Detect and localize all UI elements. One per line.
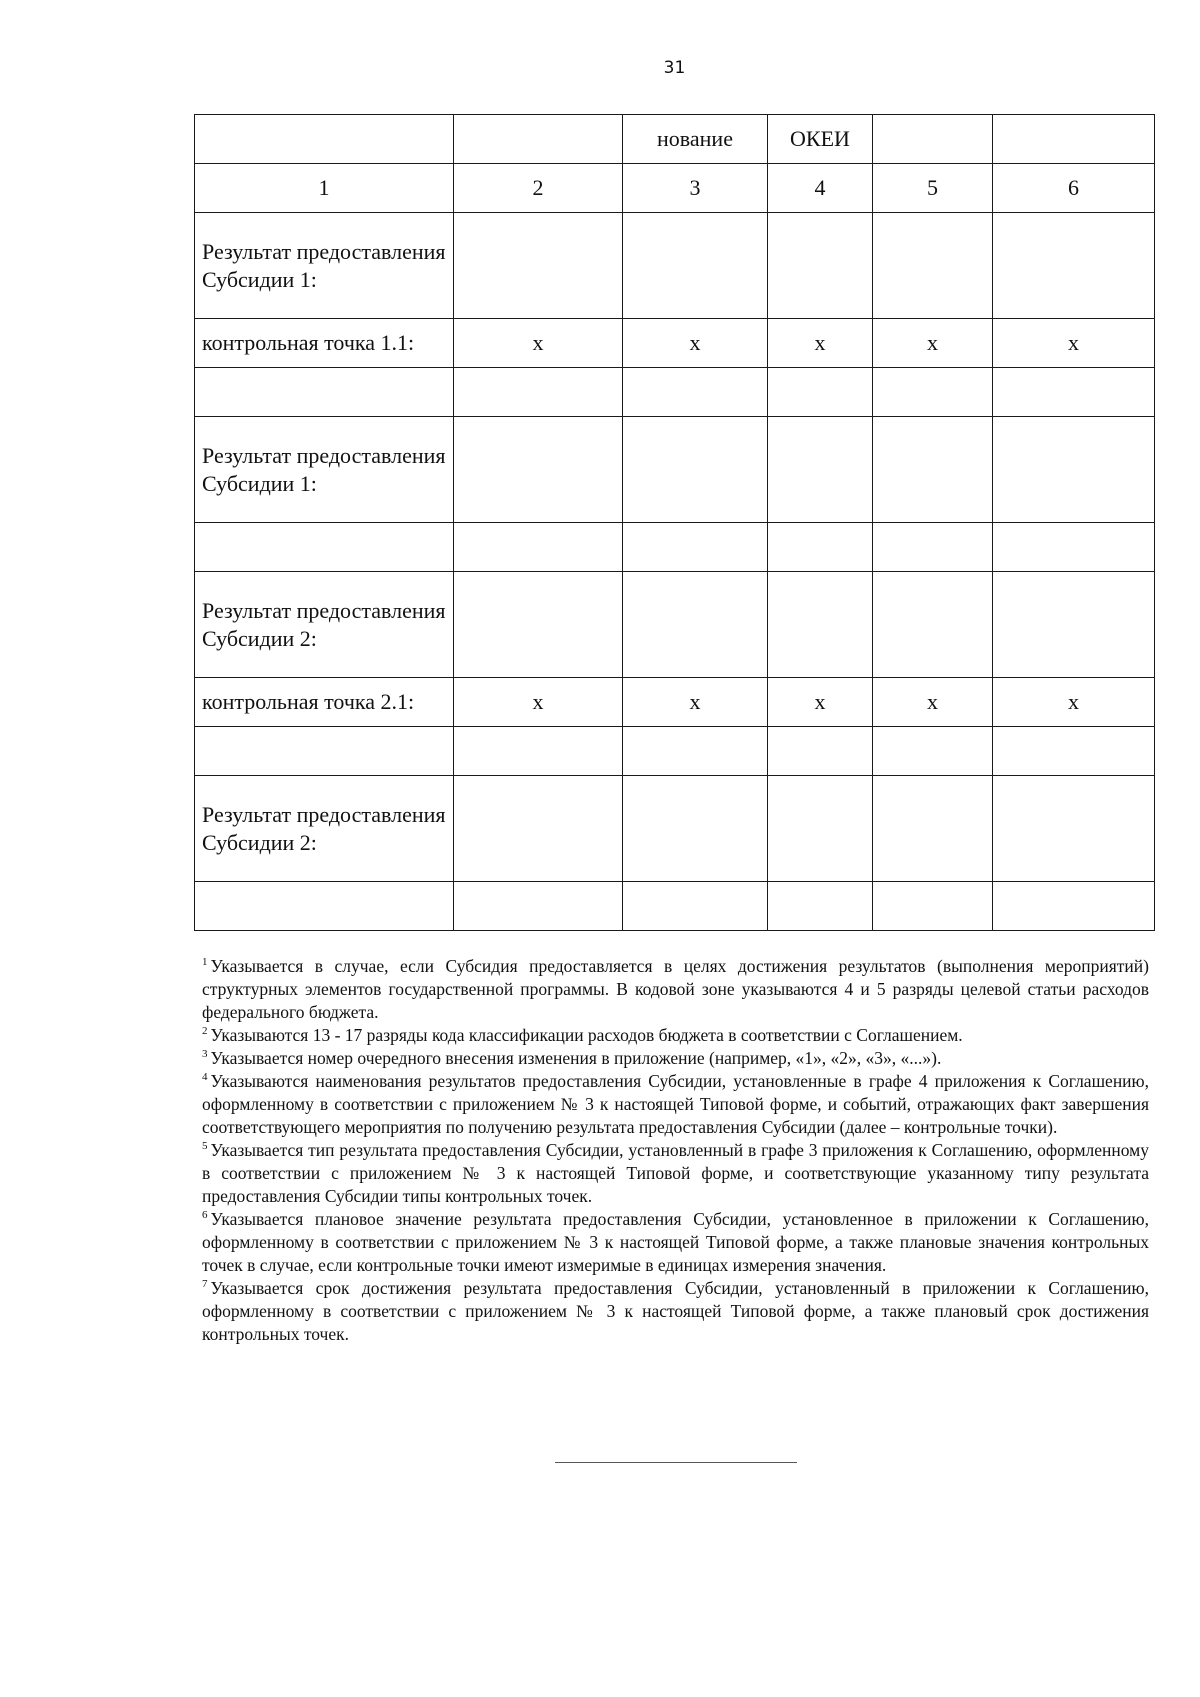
row-label: Результат предоставления Субсидии 2: — [195, 776, 454, 882]
footnote-text: Указываются 13 - 17 разряды кода классификации расходов бюджета в соответствии с Соглашением. — [210, 1025, 963, 1045]
table-cell — [993, 572, 1155, 678]
table-cell — [993, 368, 1155, 417]
footnotes — [202, 955, 1149, 1346]
table-cell: x — [623, 678, 768, 727]
table-row — [195, 727, 1155, 776]
table-cell: x — [873, 678, 993, 727]
table-cell: x — [454, 678, 623, 727]
footnote-text: Указываются наименования результатов предоставления Субсидии, установленные в графе 4 приложения к Соглашению, оформленному в соответствии с приложением № 3 к настоящей Типовой форме, и событий, отражающих факт завершения соответствующего мероприятия по получению результата предоставления Субсидии (далее – контрольные точки). — [202, 1071, 1149, 1137]
row-label: контрольная точка 2.1: — [195, 678, 454, 727]
end-rule — [555, 1462, 797, 1463]
footnote — [202, 955, 1149, 1024]
header-cell — [454, 115, 623, 164]
column-number-row — [195, 164, 1155, 213]
table-cell — [993, 776, 1155, 882]
footnote-mark: 1 — [202, 956, 208, 968]
table-cell — [623, 213, 768, 319]
footnote — [202, 1024, 1149, 1047]
table-cell: x — [993, 678, 1155, 727]
header-cell — [873, 115, 993, 164]
table-row — [195, 319, 1155, 368]
column-number-cell: 1 — [195, 164, 454, 213]
footnote-text: Указывается плановое значение результата предоставления Субсидии, установленное в приложении к Соглашению, оформленному в соответствии с приложением № 3 к настоящей Типовой форме, а также плановые значения контрольных точек в случае, если контрольные точки имеют измеримые в единицах измерения значения. — [202, 1209, 1149, 1275]
column-number-cell: 3 — [623, 164, 768, 213]
column-number-cell: 5 — [873, 164, 993, 213]
page-number: 31 — [663, 58, 686, 78]
table-cell: x — [623, 319, 768, 368]
table-cell — [454, 213, 623, 319]
table-cell — [623, 523, 768, 572]
table-row — [195, 417, 1155, 523]
table-cell — [623, 368, 768, 417]
table-row — [195, 572, 1155, 678]
table-cell — [768, 572, 873, 678]
table-cell — [768, 776, 873, 882]
footnote — [202, 1277, 1149, 1346]
header-cell: нование — [623, 115, 768, 164]
table-cell: x — [873, 319, 993, 368]
column-number-cell: 2 — [454, 164, 623, 213]
row-label — [195, 882, 454, 931]
table-cell: x — [454, 319, 623, 368]
results-table — [194, 114, 1155, 931]
footnote-text: Указывается тип результата предоставления Субсидии, установленный в графе 3 приложения к Соглашению, оформленному в соответствии с приложением № 3 к настоящей Типовой форме, и соответствующие указанному типу результата предоставления Субсидии типы контрольных точек. — [202, 1140, 1149, 1206]
table-cell — [993, 213, 1155, 319]
table-cell — [768, 727, 873, 776]
row-label — [195, 727, 454, 776]
table-header-row — [195, 115, 1155, 164]
table-row — [195, 368, 1155, 417]
table-cell — [454, 776, 623, 882]
table-cell — [454, 417, 623, 523]
table-cell — [873, 776, 993, 882]
table-cell — [623, 882, 768, 931]
table-row — [195, 678, 1155, 727]
table-cell — [454, 882, 623, 931]
row-label — [195, 523, 454, 572]
header-cell — [993, 115, 1155, 164]
footnote — [202, 1070, 1149, 1139]
footnote — [202, 1139, 1149, 1208]
table-cell — [768, 368, 873, 417]
footnote — [202, 1047, 1149, 1070]
footnote-text: Указывается срок достижения результата предоставления Субсидии, установленный в приложении к Соглашению, оформленному в соответствии с приложением № 3 к настоящей Типовой форме, а также плановый срок достижения контрольных точек. — [202, 1278, 1149, 1344]
table-cell — [873, 882, 993, 931]
table-cell — [993, 882, 1155, 931]
table-cell: x — [768, 678, 873, 727]
table-cell — [873, 213, 993, 319]
table-cell — [993, 417, 1155, 523]
table-row — [195, 213, 1155, 319]
table-cell — [768, 213, 873, 319]
table-cell — [454, 572, 623, 678]
table-cell — [993, 523, 1155, 572]
footnote-text: Указывается в случае, если Субсидия предоставляется в целях достижения результатов (выполнения мероприятий) структурных элементов государственной программы. В кодовой зоне указываются 4 и 5 разряды целевой статьи расходов федерального бюджета. — [202, 956, 1149, 1022]
footnote-mark: 6 — [202, 1209, 208, 1221]
table-cell — [873, 572, 993, 678]
table-cell — [873, 727, 993, 776]
table-cell — [623, 776, 768, 882]
footnote-mark: 3 — [202, 1048, 208, 1060]
table-cell — [623, 417, 768, 523]
table-cell — [768, 417, 873, 523]
table-cell: x — [768, 319, 873, 368]
row-label: Результат предоставления Субсидии 1: — [195, 417, 454, 523]
table-cell — [993, 727, 1155, 776]
table-cell — [623, 572, 768, 678]
footnote-mark: 7 — [202, 1278, 208, 1290]
footnote — [202, 1208, 1149, 1277]
column-number-cell: 6 — [993, 164, 1155, 213]
table-cell — [873, 417, 993, 523]
table-cell — [454, 368, 623, 417]
table-cell — [768, 882, 873, 931]
table-cell — [768, 523, 873, 572]
table-row — [195, 882, 1155, 931]
footnote-mark: 4 — [202, 1071, 208, 1083]
footnote-mark: 5 — [202, 1140, 208, 1152]
row-label: контрольная точка 1.1: — [195, 319, 454, 368]
table-cell — [873, 368, 993, 417]
table-cell — [873, 523, 993, 572]
header-cell: ОКЕИ — [768, 115, 873, 164]
table-cell — [623, 727, 768, 776]
table-row — [195, 523, 1155, 572]
table-cell: x — [993, 319, 1155, 368]
footnote-mark: 2 — [202, 1025, 208, 1037]
table-cell — [454, 523, 623, 572]
column-number-cell: 4 — [768, 164, 873, 213]
row-label — [195, 368, 454, 417]
footnote-text: Указывается номер очередного внесения изменения в приложение (например, «1», «2», «3», «...»). — [210, 1048, 942, 1068]
row-label: Результат предоставления Субсидии 1: — [195, 213, 454, 319]
row-label: Результат предоставления Субсидии 2: — [195, 572, 454, 678]
table-cell — [454, 727, 623, 776]
table-row — [195, 776, 1155, 882]
header-cell — [195, 115, 454, 164]
